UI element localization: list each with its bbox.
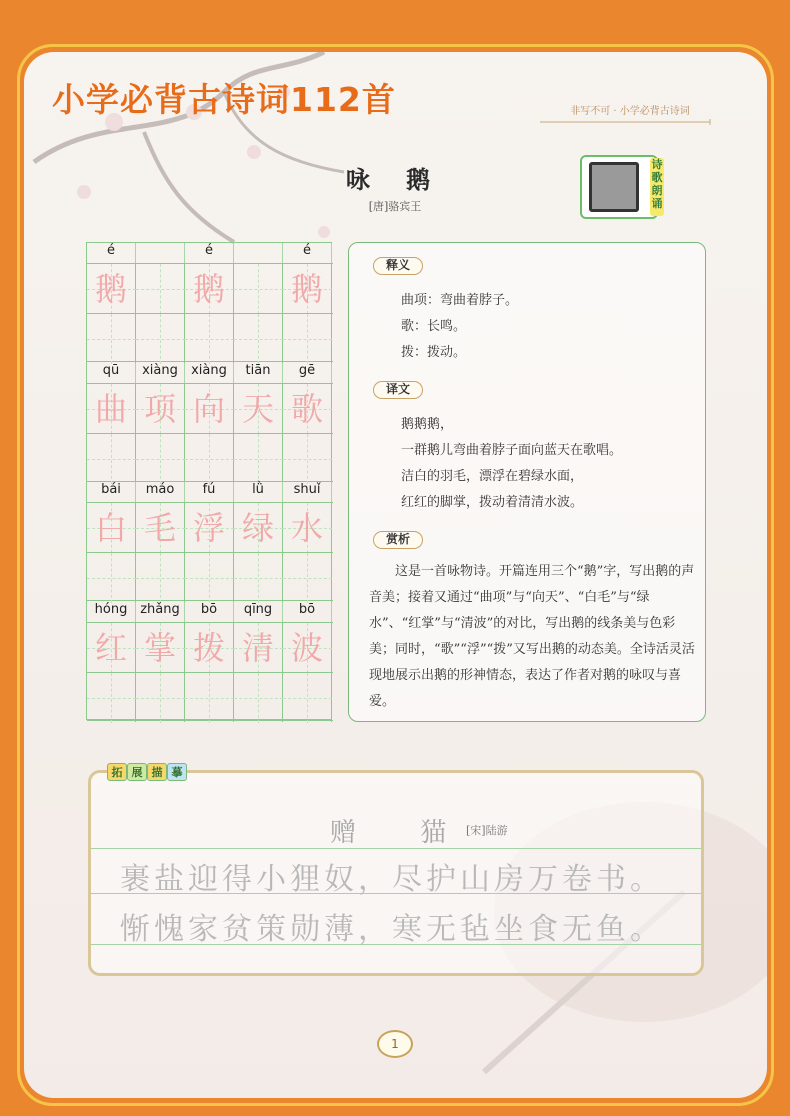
trace-char: 鹅 [94,270,127,308]
practice-cell[interactable] [136,314,185,363]
pinyin-cell: máo [136,482,185,502]
pinyin-cell: bō [283,602,332,622]
trace-cell[interactable] [136,384,185,434]
page-number: 1 [377,1030,413,1058]
pinyin-row [87,363,333,383]
trace-cell[interactable] [185,623,234,673]
series-caption: 非写不可 · 小学必背古诗词 [570,106,690,117]
pinyin-cell: qū [87,363,136,383]
gloss-line: 拨：拨动。 [401,345,467,360]
trace-cell[interactable] [185,503,234,553]
practice-cell[interactable] [87,553,136,602]
practice-cell[interactable] [185,434,234,483]
translation-line: 鹅鹅鹅， [401,417,454,432]
trace-char: 项 [143,389,176,428]
practice-cell[interactable] [234,434,283,483]
trace-char: 掌 [143,628,176,667]
pinyin-cell: hóng [87,602,136,622]
pinyin-row [87,602,333,622]
practice-cell[interactable] [234,314,283,363]
practice-cell[interactable] [136,673,185,722]
series-underline [540,118,720,126]
practice-cell[interactable] [136,553,185,602]
pinyin-cell: é [87,243,136,263]
pinyin-cell: é [283,243,332,263]
notes-panel [348,242,706,722]
trace-char: 向 [192,389,225,428]
pinyin-cell: xiàng [185,363,234,383]
translation-line: 红红的脚掌，拨动着清清水波。 [401,495,584,510]
blank-practice-row [87,672,333,721]
trace-char: 清 [241,628,274,667]
trace-cell[interactable] [234,623,283,673]
practice-cell[interactable] [87,434,136,483]
poem-author: [唐]骆宾王 [368,200,422,213]
pinyin-cell: shuǐ [283,482,332,502]
pinyin-row [87,482,333,502]
trace-cell[interactable] [234,264,283,314]
practice-cell[interactable] [136,434,185,483]
practice-cell[interactable] [283,314,332,363]
trace-char: 鹅 [290,270,323,308]
practice-cell[interactable] [283,434,332,483]
practice-cell[interactable] [87,673,136,722]
practice-cell[interactable] [87,314,136,363]
pinyin-cell: gē [283,363,332,383]
pinyin-cell: fú [185,482,234,502]
pinyin-cell: bō [185,602,234,622]
trace-char: 白 [94,509,127,547]
appreciation-text: 这是一首咏物诗。开篇连用三个“鹅”字，写出鹅的声音美；接着又通过“曲项”与“向天”、“白毛”与“绿水”、“红掌”与“清波”的对比，写出鹅的线条美与色彩美；同时，“歌”“浮”“拨”又写出鹅的动态美。全诗活灵活现地展示出鹅的形神情态，表达了作者对鹅的咏叹与喜爱。 [369,564,695,709]
pinyin-cell: bái [87,482,136,502]
trace-cell[interactable] [136,623,185,673]
qr-code-box[interactable] [580,155,658,219]
gloss-label: 释义 [373,257,423,275]
trace-cell[interactable] [283,384,332,434]
trace-char: 歌 [290,389,323,428]
practice-cell[interactable] [283,553,332,602]
trace-cell[interactable] [87,503,136,553]
trace-cell[interactable] [234,503,283,553]
trace-char: 红 [94,628,127,667]
trace-char: 毛 [143,509,176,547]
trace-cell[interactable] [136,503,185,553]
extension-poem-line: 裹盐迎得小狸奴，尽护山房万卷书。 [120,862,664,897]
practice-cell[interactable] [234,673,283,722]
pinyin-cell: zhǎng [136,602,185,622]
practice-cell[interactable] [185,553,234,602]
translation-label: 译文 [373,381,423,399]
pinyin-cell: lǜ [234,482,283,502]
trace-char: 天 [241,389,274,428]
trace-char: 水 [290,509,323,547]
trace-char: 波 [290,628,323,667]
extension-tag-char: 摹 [167,763,187,781]
gloss-line: 歌：长鸣。 [401,319,467,334]
extension-tag-char: 展 [127,763,147,781]
blank-practice-row [87,552,333,601]
trace-cell[interactable] [87,384,136,434]
trace-char: 拨 [192,628,225,667]
trace-cell[interactable] [185,264,234,314]
trace-cell[interactable] [283,264,332,314]
trace-cell[interactable] [283,503,332,553]
pinyin-cell: tiān [234,363,283,383]
extension-author: [宋]陆游 [466,824,508,837]
tracing-grid [86,242,332,720]
extension-tag-char: 描 [147,763,167,781]
pinyin-cell [136,243,185,263]
trace-cell[interactable] [87,623,136,673]
translation-line: 一群鹅儿弯曲着脖子面向蓝天在歌唱。 [401,443,623,458]
blank-practice-row [87,433,333,482]
extension-tag [107,763,187,781]
trace-char: 鹅 [192,270,225,308]
trace-cell[interactable] [87,264,136,314]
trace-cell[interactable] [136,264,185,314]
practice-cell[interactable] [185,314,234,363]
gloss-line: 曲项：弯曲着脖子。 [401,293,519,308]
practice-cell[interactable] [283,673,332,722]
trace-row [87,622,333,672]
trace-char: 曲 [94,389,127,428]
qr-code-icon[interactable] [589,162,639,212]
trace-cell[interactable] [283,623,332,673]
pinyin-cell: é [185,243,234,263]
writing-line [91,848,701,849]
pinyin-cell: qīng [234,602,283,622]
extension-tag-char: 拓 [107,763,127,781]
blank-practice-row [87,313,333,362]
pinyin-cell [234,243,283,263]
pinyin-cell: xiàng [136,363,185,383]
trace-char: 浮 [192,509,225,547]
pinyin-row [87,243,333,263]
practice-cell[interactable] [234,553,283,602]
poem-title: 咏 鹅 [345,165,445,194]
book-title: 小学必背古诗词112首 [52,80,396,119]
qr-tag-label: 诗歌朗诵 [650,158,664,216]
extension-title: 赠 猫 [330,818,475,848]
translation-line: 洁白的羽毛，漂浮在碧绿水面， [401,469,584,484]
trace-row [87,263,333,313]
extension-poem-line: 惭愧家贫策勋薄，寒无毡坐食无鱼。 [120,912,664,947]
trace-cell[interactable] [185,384,234,434]
trace-row [87,383,333,433]
practice-cell[interactable] [185,673,234,722]
appreciation-label: 赏析 [373,531,423,549]
trace-char: 绿 [241,509,274,547]
trace-row [87,502,333,552]
trace-cell[interactable] [234,384,283,434]
